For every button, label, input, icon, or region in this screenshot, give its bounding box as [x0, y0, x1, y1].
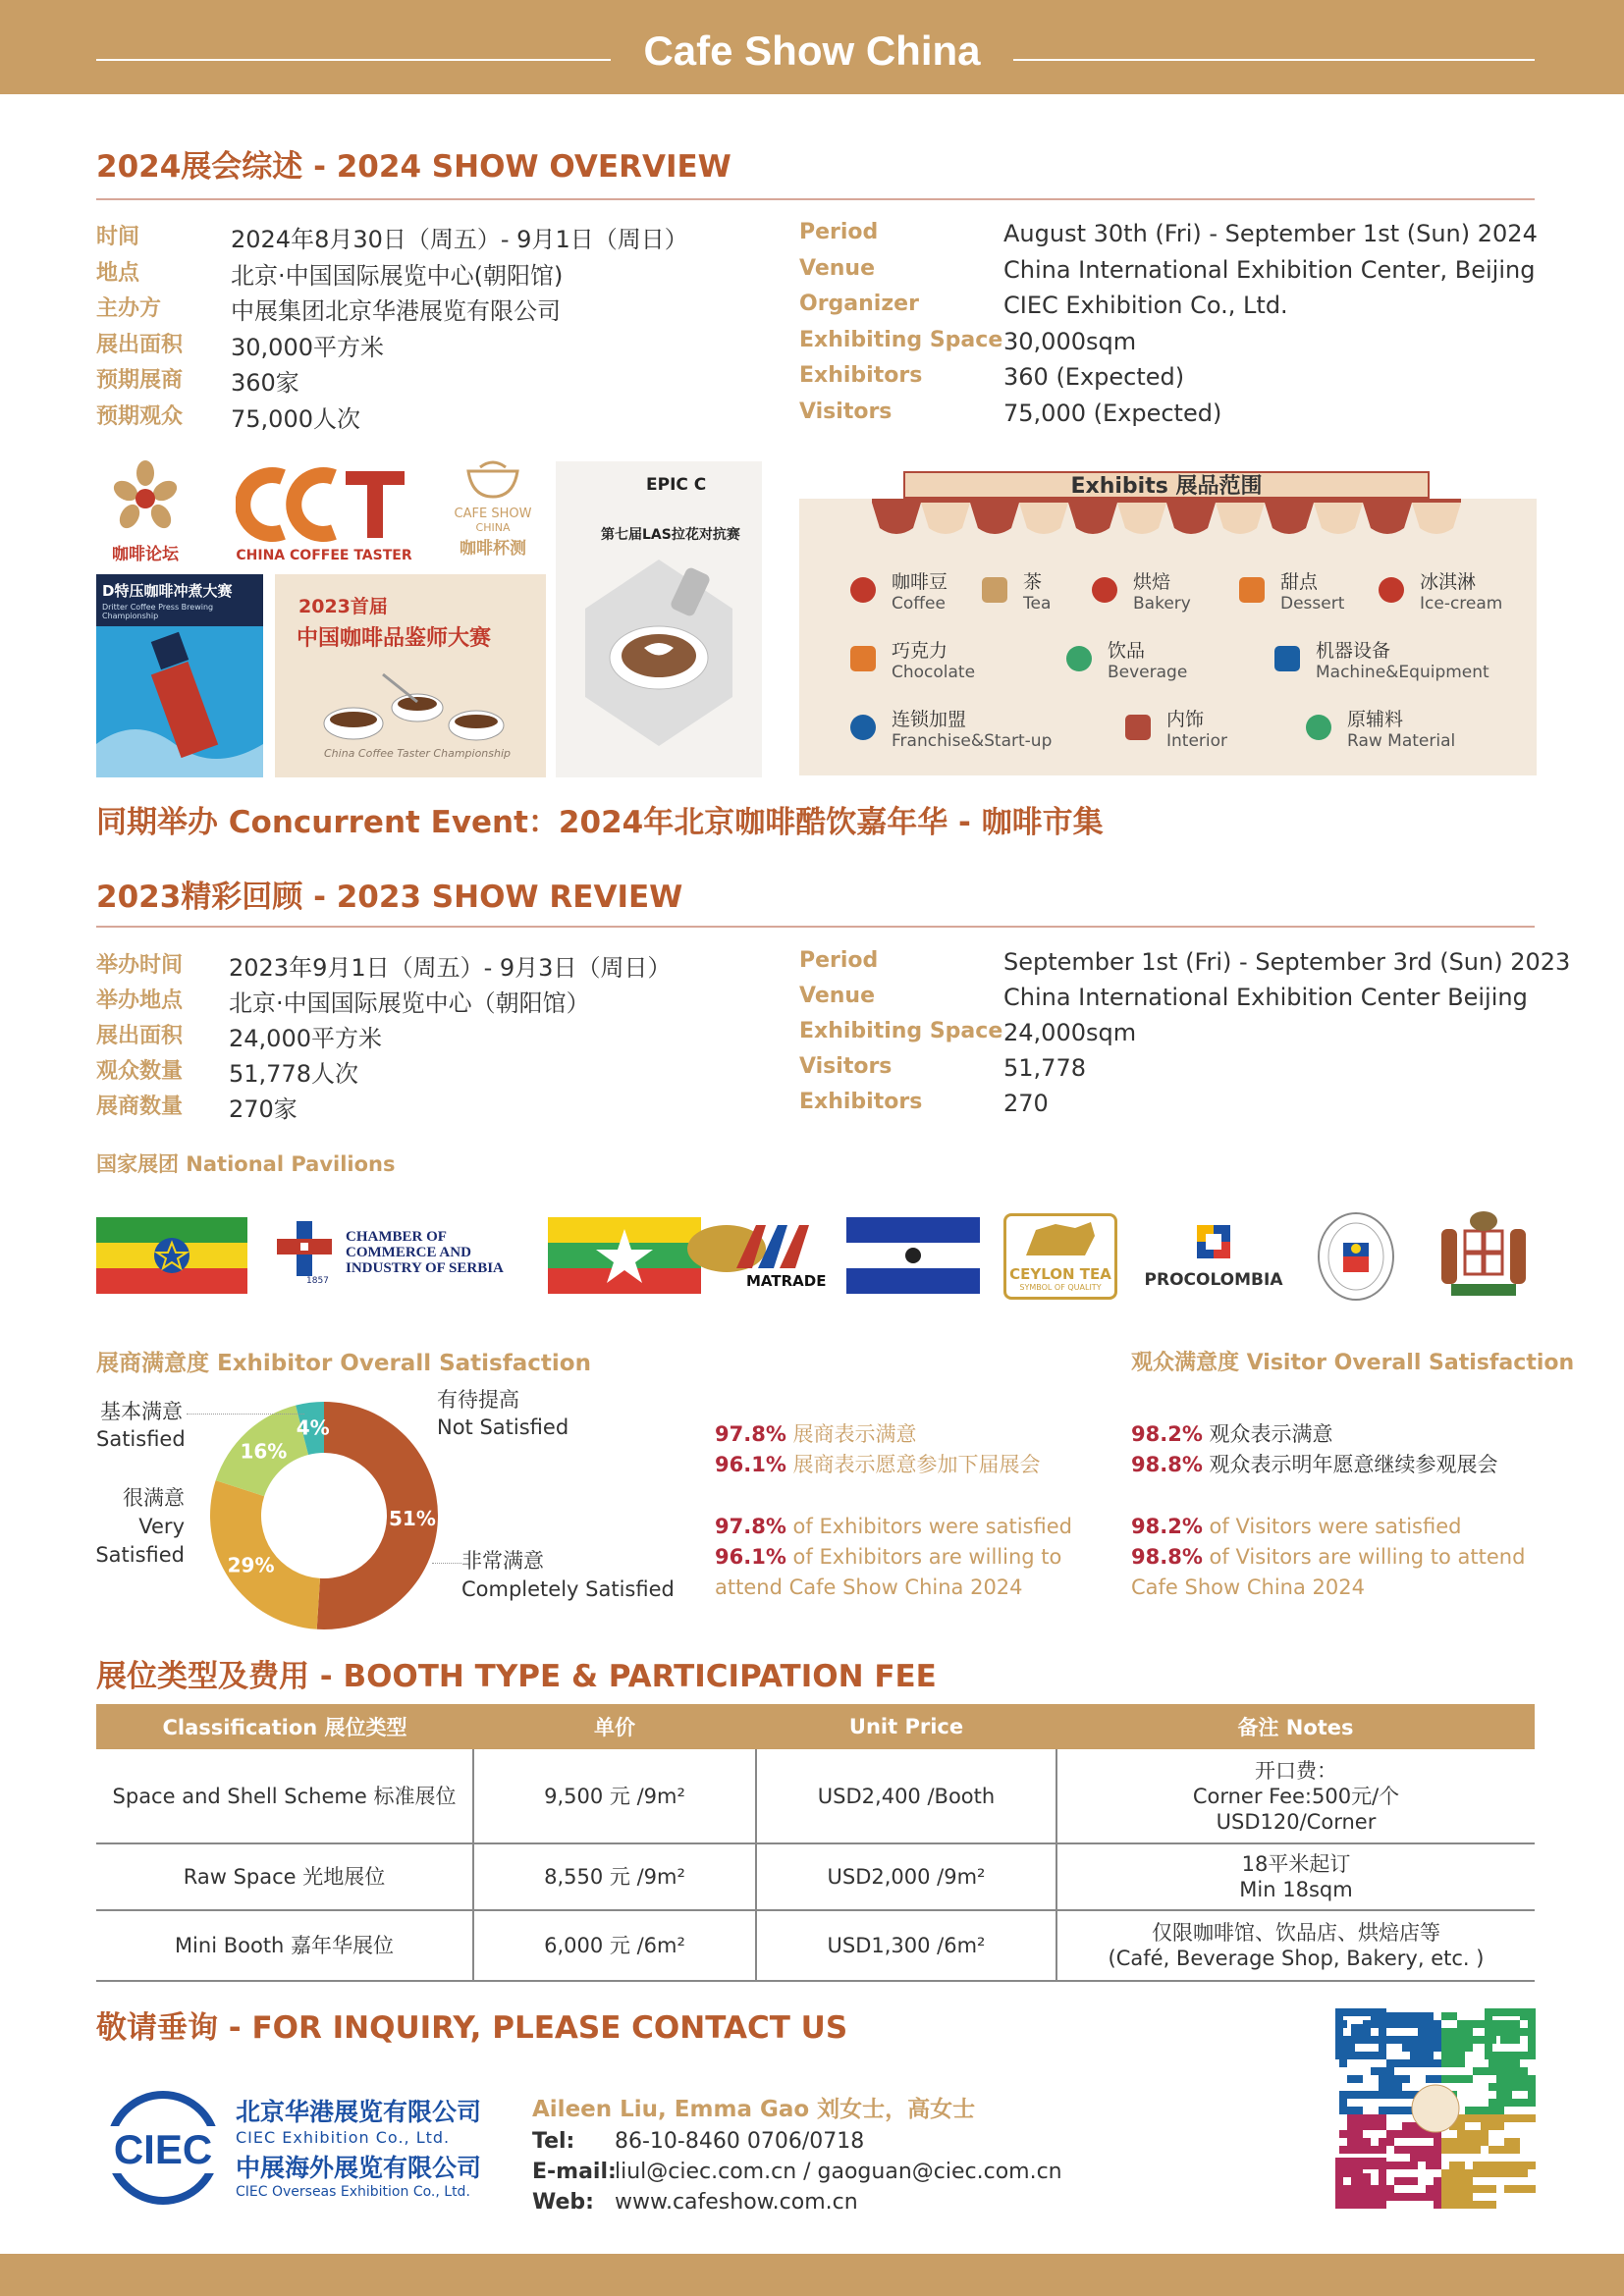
visitor-line-1	[1131, 1419, 1498, 1450]
exhibitor-tail: attend Cafe Show China 2024	[715, 1575, 1023, 1599]
info-label: Exhibiting Space	[799, 1019, 1003, 1043]
exhibit-item	[1347, 709, 1455, 752]
info-label: Exhibitors	[799, 1090, 923, 1114]
awning-stripe	[1412, 503, 1461, 534]
chocolate-icon	[850, 646, 876, 671]
info-label: 举办地点	[96, 988, 184, 1013]
footer-bar	[0, 2254, 1624, 2296]
drink-icon	[1066, 646, 1092, 671]
booth-header-type: Classification 展位类型	[96, 1704, 473, 1749]
dritter-title: D特压咖啡冲煮大赛	[96, 574, 263, 603]
info-value: 中展集团北京华港展览有限公司	[231, 297, 561, 325]
serbia-year: 1857	[306, 1276, 329, 1286]
info-value: September 1st (Fri) - September 3rd (Sun) 2023	[1003, 948, 1571, 976]
info-value: 75,000人次	[231, 404, 360, 433]
booth-note	[1056, 1843, 1535, 1910]
info-value: 30,000平方米	[231, 333, 384, 361]
booth-price-usd: USD1,300 /6m²	[756, 1910, 1056, 1981]
exhibit-en: Tea	[1023, 594, 1052, 614]
contact-names: Aileen Liu, Emma Gao 刘女士，高女士	[532, 2097, 976, 2122]
visitor-pct-en-1: 98.2%	[1131, 1515, 1203, 1538]
exhibit-cn: 甜点	[1280, 571, 1319, 593]
coffee-forum-logo	[96, 457, 194, 567]
visitor-satisfaction-en	[1131, 1512, 1525, 1603]
dritter-poster	[96, 574, 263, 777]
exhibit-item	[892, 640, 975, 683]
info-label: 预期观众	[96, 403, 184, 429]
callout-line-satisfied	[187, 1414, 304, 1415]
info-label: 展出面积	[96, 1024, 184, 1048]
booth-note-line: (Café, Beverage Shop, Bakery, etc. )	[1108, 1947, 1485, 1970]
awning-stripe	[872, 503, 921, 534]
booth-price-usd: USD2,400 /Booth	[756, 1749, 1056, 1843]
exhibit-en: Ice-cream	[1420, 594, 1503, 614]
awning-stripe	[1117, 503, 1166, 534]
exhibit-en: Franchise&Start-up	[892, 731, 1053, 751]
booth-note-line: 开口费：	[1255, 1758, 1337, 1783]
booth-header-price-usd: Unit Price	[756, 1704, 1056, 1749]
visitor-text-en-2: of Visitors are willing to attend	[1209, 1545, 1526, 1569]
exhibit-en: Bakery	[1133, 594, 1191, 614]
myanmar-flag-icon	[548, 1217, 701, 1294]
exhibit-en: Beverage	[1108, 663, 1188, 682]
visitor-text-1: 观众表示满意	[1202, 1422, 1333, 1446]
philippines-seal-icon	[1316, 1209, 1396, 1304]
awning-stripe	[1019, 503, 1068, 534]
contact-email-row	[532, 2157, 1062, 2187]
awning-stripe	[921, 503, 970, 534]
legend-very-en2: Satisfied	[95, 1543, 185, 1567]
overview-title: 2024展会综述 - 2024 SHOW OVERVIEW	[96, 149, 731, 185]
exhibitor-text-2: 展商表示愿意参加下届展会	[785, 1453, 1041, 1476]
procolombia-logo	[1139, 1217, 1288, 1296]
exhibit-cn: 烘焙	[1133, 571, 1171, 593]
visitor-satisfaction-cn	[1131, 1419, 1498, 1480]
tel-label: Tel:	[532, 2129, 575, 2154]
company-en-2: CIEC Overseas Exhibition Co., Ltd.	[236, 2184, 470, 2200]
header-bar	[0, 0, 1624, 94]
exhibits-title: Exhibits 展品范围	[903, 471, 1430, 499]
cct-label: CHINA COFFEE TASTER	[236, 548, 412, 563]
info-value: China International Exhibition Center, Beijing	[1003, 255, 1536, 284]
exhibit-item	[1166, 709, 1227, 752]
awning-stripe	[1265, 503, 1314, 534]
overview-rule	[96, 198, 1535, 200]
awning-icon	[872, 499, 1461, 540]
visitor-line-en-3	[1131, 1573, 1525, 1603]
serbia-text	[346, 1229, 504, 1276]
info-value: China International Exhibition Center Beijing	[1003, 984, 1528, 1011]
exhibitor-text-en-1: of Exhibitors were satisfied	[792, 1515, 1072, 1538]
exhibit-cn: 内饰	[1166, 709, 1205, 730]
email-value[interactable]: liul@ciec.com.cn / gaoguan@ciec.com.cn	[615, 2160, 1062, 2184]
booth-title: 展位类型及费用 - BOOTH TYPE & PARTICIPATION FEE	[96, 1659, 937, 1694]
awning-stripe	[1068, 503, 1117, 534]
matrade-label: MATRADE	[746, 1272, 827, 1290]
serbia-line-1: CHAMBER OF	[346, 1229, 447, 1245]
awning-stripe	[970, 503, 1019, 534]
booth-header-notes: 备注 Notes	[1056, 1704, 1535, 1749]
exhibitor-text-en-2: of Exhibitors are willing to	[792, 1545, 1062, 1569]
ice-cream-icon	[1379, 577, 1404, 603]
matrade-logo	[687, 1217, 825, 1294]
booth-note-line: 仅限咖啡馆、饮品店、烘焙店等	[1152, 1921, 1440, 1945]
exhibit-en: Interior	[1166, 731, 1228, 751]
booth-type: Raw Space 光地展位	[96, 1843, 473, 1910]
awning-stripe	[1216, 503, 1265, 534]
donut-icon	[1239, 577, 1265, 603]
press-bottle-icon	[96, 626, 263, 777]
donut-label-0: 51%	[389, 1506, 436, 1530]
company-en-1: CIEC Exhibition Co., Ltd.	[236, 2128, 451, 2147]
email-label: E-mail:	[532, 2160, 617, 2184]
exhibit-en: Dessert	[1280, 594, 1345, 614]
info-value: 360家	[231, 369, 299, 397]
cct-comp-title: 中国咖啡品鉴师大赛	[297, 626, 492, 651]
info-value: 北京·中国国际展览中心（朝阳馆）	[229, 989, 590, 1017]
exhibit-cn: 咖啡豆	[892, 571, 948, 593]
concurrent-event: 同期举办 Concurrent Event：2024年北京咖啡酷饮嘉年华 - 咖啡市集	[96, 805, 1104, 840]
legend-very-cn: 很满意	[123, 1486, 185, 1510]
cct-mark-icon	[236, 465, 412, 544]
procolombia-mark-icon	[1189, 1217, 1238, 1266]
cct-2023-poster	[275, 574, 546, 777]
legend-completely-satisfied	[461, 1547, 675, 1604]
info-label: Organizer	[799, 292, 919, 316]
visitor-line-en-1	[1131, 1512, 1525, 1542]
info-label: 时间	[96, 225, 140, 249]
shop-icon	[850, 715, 876, 740]
legend-complete-cn: 非常满意	[461, 1549, 544, 1573]
awning-stripe	[1363, 503, 1412, 534]
exhibit-en: Chocolate	[892, 663, 976, 682]
exhibit-cn: 巧克力	[892, 640, 948, 662]
tel-value: 86-10-8460 0706/0718	[615, 2129, 865, 2154]
booth-price-cn: 6,000 元 /6m²	[473, 1910, 756, 1981]
info-label: 展出面积	[96, 332, 184, 357]
legend-complete-en: Completely Satisfied	[461, 1577, 675, 1601]
cafe-show-sub: CHINA	[475, 521, 511, 534]
exhibitor-line-1	[715, 1419, 1041, 1450]
jamaica-coat-of-arms-icon	[1432, 1203, 1536, 1304]
info-value: 北京·中国国际展览中心(朝阳馆)	[231, 261, 564, 290]
cafe-show-cupping-logo	[442, 457, 544, 567]
cafe-show-cn: 咖啡杯测	[460, 539, 526, 559]
contact-title: 敬请垂询 - FOR INQUIRY, PLEASE CONTACT US	[96, 2010, 848, 2046]
legend-not-cn: 有待提高	[437, 1388, 519, 1412]
exhibit-cn: 冰淇淋	[1420, 571, 1477, 593]
page-title: Cafe Show China	[643, 27, 981, 74]
info-value: 30,000sqm	[1003, 327, 1137, 355]
info-value: 360 (Expected)	[1003, 363, 1185, 391]
info-label: 举办时间	[96, 953, 184, 978]
table-row	[96, 1749, 1535, 1843]
visitor-text-2: 观众表示明年愿意继续参观展会	[1202, 1453, 1498, 1476]
info-label: 观众数量	[96, 1059, 184, 1084]
exhibitor-satisfaction-en	[715, 1512, 1072, 1603]
legend-not-satisfied	[437, 1386, 568, 1441]
booth-header-row	[96, 1704, 1535, 1749]
exhibit-en: Raw Material	[1347, 731, 1456, 751]
web-link[interactable]: www.cafeshow.com.cn	[615, 2190, 858, 2215]
booth-price-usd: USD2,000 /9m²	[756, 1843, 1056, 1910]
contact-web-row	[532, 2187, 1062, 2217]
info-value: 270家	[229, 1095, 298, 1123]
info-label: Visitors	[799, 1054, 893, 1079]
info-label: 主办方	[96, 296, 162, 321]
review-rule	[96, 926, 1535, 928]
ceylon-sub: SYMBOL OF QUALITY	[1019, 1283, 1102, 1292]
bread-icon	[1092, 577, 1117, 603]
info-value: CIEC Exhibition Co., Ltd.	[1003, 292, 1288, 319]
info-label: Period	[799, 948, 879, 973]
booth-note-line: USD120/Corner	[1216, 1809, 1377, 1834]
booth-price-cn: 8,550 元 /9m²	[473, 1843, 756, 1910]
cct-comp-en: China Coffee Taster Championship	[324, 747, 512, 760]
donut-label-1: 29%	[227, 1553, 275, 1577]
gears-icon	[1274, 646, 1300, 671]
info-value: 24,000sqm	[1003, 1019, 1137, 1046]
info-label: Visitors	[799, 399, 893, 424]
serbia-chamber-logo	[277, 1217, 532, 1294]
ciec-logo-text: CIEC	[96, 2126, 230, 2173]
ciec-logo	[96, 2091, 230, 2205]
booth-header-price-cn: 单价	[473, 1704, 756, 1749]
lion-icon	[1016, 1216, 1105, 1261]
ceylon-tea-logo	[1003, 1213, 1117, 1300]
info-value: 51,778人次	[229, 1060, 358, 1088]
exhibitor-line-en-3	[715, 1573, 1072, 1603]
legend-very-satisfied	[86, 1484, 185, 1570]
table-row	[96, 1843, 1535, 1910]
cct-logo	[236, 465, 412, 567]
info-label: Period	[799, 220, 879, 244]
info-label: 展商数量	[96, 1095, 184, 1119]
info-label: Exhibiting Space	[799, 327, 1003, 352]
booth-note-line: Min 18sqm	[1239, 1878, 1353, 1901]
info-label: Venue	[799, 984, 875, 1008]
awning-stripe	[1314, 503, 1363, 534]
visitor-tail: Cafe Show China 2024	[1131, 1575, 1365, 1599]
info-value: August 30th (Fri) - September 1st (Sun) 2024	[1003, 220, 1538, 247]
info-label: Venue	[799, 255, 875, 281]
legend-satisfied-cn: 基本满意	[100, 1400, 183, 1423]
booth-note	[1056, 1910, 1535, 1981]
cup-icon	[459, 457, 527, 503]
exhibitor-text-1: 展商表示满意	[785, 1422, 917, 1446]
las-brand: EPIC C	[646, 475, 707, 495]
el-salvador-flag-icon	[846, 1217, 980, 1294]
info-value: 51,778	[1003, 1054, 1086, 1082]
visitor-line-2	[1131, 1450, 1498, 1480]
booth-type: Space and Shell Scheme 标准展位	[96, 1749, 473, 1843]
contact-tel-row	[532, 2126, 1062, 2157]
contact-details	[532, 2126, 1062, 2217]
coffee-cup-icon	[850, 577, 876, 603]
serbia-line-2: COMMERCE AND	[346, 1245, 471, 1260]
exhibitor-donut-chart	[187, 1378, 461, 1653]
company-names	[236, 2093, 481, 2200]
info-value: 75,000 (Expected)	[1003, 399, 1222, 427]
exhibit-cn: 机器设备	[1316, 640, 1391, 662]
legend-satisfied-en: Satisfied	[96, 1427, 186, 1451]
tea-bag-icon	[982, 577, 1007, 603]
house-icon	[1125, 715, 1151, 740]
visitor-satisfaction-title: 观众满意度 Visitor Overall Satisfaction	[1131, 1351, 1575, 1375]
exhibit-item	[1316, 640, 1489, 683]
ceylon-label: CEYLON TEA	[1009, 1265, 1111, 1283]
legend-not-en: Not Satisfied	[437, 1415, 569, 1439]
table-row	[96, 1910, 1535, 1981]
exhibit-item	[892, 709, 1052, 752]
exhibit-item	[1420, 571, 1502, 614]
procolombia-label: PROCOLOMBIA	[1144, 1270, 1283, 1290]
qr-code-icon[interactable]	[1335, 2008, 1536, 2209]
info-value: 2024年8月30日（周五）- 9月1日（周日）	[231, 226, 688, 253]
exhibit-item	[1133, 571, 1191, 614]
exhibitor-line-en-2	[715, 1542, 1072, 1573]
legend-satisfied	[96, 1398, 186, 1453]
visitor-text-en-1: of Visitors were satisfied	[1209, 1515, 1462, 1538]
info-label: 地点	[96, 260, 140, 286]
exhibit-en: Coffee	[892, 594, 946, 614]
exhibit-item	[1023, 571, 1051, 614]
company-cn-2: 中展海外展览有限公司	[236, 2154, 482, 2182]
serbia-line-3: INDUSTRY OF SERBIA	[346, 1260, 504, 1276]
donut-label-3: 4%	[296, 1415, 330, 1440]
booth-type: Mini Booth 嘉年华展位	[96, 1910, 473, 1981]
visitor-pct-1: 98.2%	[1131, 1422, 1203, 1446]
booth-note-line: Corner Fee:500元/个	[1192, 1784, 1400, 1808]
donut-label-2: 16%	[240, 1439, 288, 1464]
latte-art-icon	[575, 550, 742, 756]
dritter-sub: Dritter Coffee Press Brewing Championship	[96, 603, 263, 626]
visitor-pct-en-2: 98.8%	[1131, 1545, 1203, 1569]
las-title: 第七届LAS拉花对抗赛	[601, 527, 740, 543]
exhibitor-satisfaction-title: 展商满意度 Exhibitor Overall Satisfaction	[96, 1351, 591, 1376]
cct-2023-label: 2023首届	[298, 596, 388, 617]
ethiopia-flag-icon	[96, 1217, 247, 1294]
exhibitor-satisfaction-cn	[715, 1419, 1041, 1480]
exhibit-cn: 饮品	[1108, 640, 1146, 662]
exhibitor-pct-2: 96.1%	[715, 1453, 786, 1476]
web-label: Web:	[532, 2190, 594, 2215]
booth-note-line: 18平米起订	[1241, 1852, 1351, 1876]
exhibitor-pct-en-2: 96.1%	[715, 1545, 786, 1569]
national-pavilions-label: 国家展团 National Pavilions	[96, 1152, 396, 1176]
visitor-line-en-2	[1131, 1542, 1525, 1573]
exhibitor-line-en-1	[715, 1512, 1072, 1542]
info-label: 预期展商	[96, 368, 184, 393]
booth-table	[96, 1704, 1535, 1982]
info-value: 270	[1003, 1090, 1049, 1117]
booth-note	[1056, 1749, 1535, 1843]
review-title: 2023精彩回顾 - 2023 SHOW REVIEW	[96, 880, 683, 915]
exhibit-cn: 连锁加盟	[892, 709, 967, 730]
callout-line-complete	[432, 1563, 461, 1564]
exhibit-item	[1280, 571, 1344, 614]
exhibit-cn: 茶	[1023, 571, 1043, 593]
exhibit-en: Machine&Equipment	[1316, 663, 1489, 682]
booth-price-cn: 9,500 元 /9m²	[473, 1749, 756, 1843]
exhibitor-line-2	[715, 1450, 1041, 1480]
cafe-show-en: CAFE SHOW	[454, 507, 532, 521]
info-value: 24,000平方米	[229, 1025, 382, 1052]
exhibitor-pct-1: 97.8%	[715, 1422, 786, 1446]
coffee-forum-label: 咖啡论坛	[112, 545, 179, 564]
bottles-icon	[1306, 715, 1331, 740]
exhibit-item	[892, 571, 947, 614]
las-poster	[556, 461, 762, 777]
exhibit-cn: 原辅料	[1347, 709, 1404, 730]
visitor-pct-2: 98.8%	[1131, 1453, 1203, 1476]
exhibit-item	[1108, 640, 1187, 683]
matrade-mark-icon	[687, 1217, 825, 1276]
legend-very-en1: Very	[138, 1515, 185, 1538]
awning-stripe	[1166, 503, 1216, 534]
coffee-beans-icon	[96, 457, 194, 536]
exhibitor-pct-en-1: 97.8%	[715, 1515, 786, 1538]
cupping-bowls-icon	[314, 665, 511, 753]
company-cn-1: 北京华港展览有限公司	[236, 2098, 482, 2126]
info-label: Exhibitors	[799, 363, 923, 388]
info-value: 2023年9月1日（周五）- 9月3日（周日）	[229, 954, 672, 982]
